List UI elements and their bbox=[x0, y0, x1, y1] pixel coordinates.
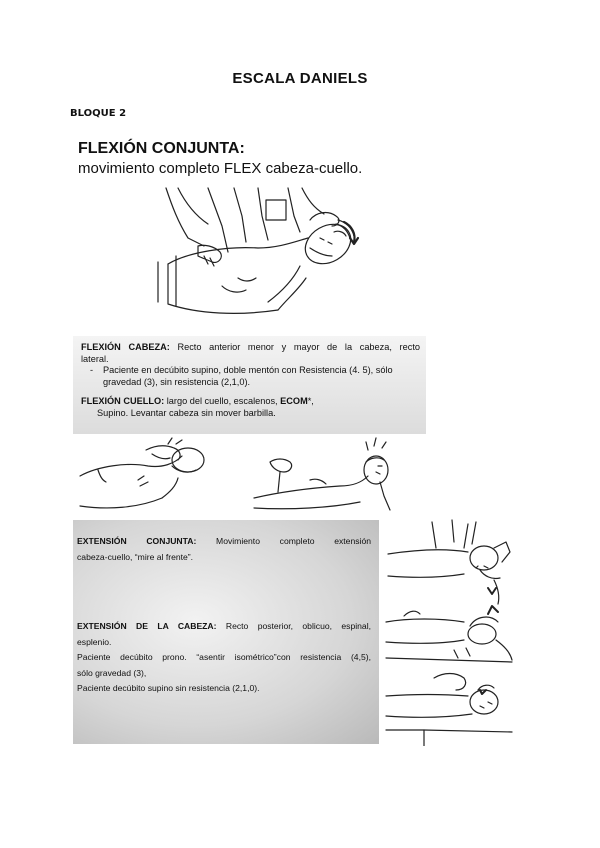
flexion-cuello-label: FLEXIÓN CUELLO: bbox=[81, 396, 165, 406]
bullet-text-1: Paciente en decúbito supino, doble mentón con Resistencia (4. 5), sólo bbox=[103, 365, 393, 375]
flexion-cabeza-bullet bbox=[103, 365, 420, 388]
flexion-cuello-ecom: ECOM bbox=[280, 396, 308, 406]
extension-conjunta-line bbox=[77, 534, 371, 550]
flexion-cuello-line2: Supino. Levantar cabeza sin mover barbilla. bbox=[97, 407, 276, 418]
extension-prono-line2: sólo gravedad (3), bbox=[77, 667, 147, 678]
extension-conjunta-label: EXTENSIÓN CONJUNTA: bbox=[77, 536, 197, 546]
extension-prono-line: Paciente decúbito prono. “asentir isométrico”con resistencia (4,5), bbox=[77, 652, 371, 662]
extension-conjunta-text-cont: cabeza-cuello, “mire al frente”. bbox=[77, 551, 194, 562]
flexion-cabeza-line bbox=[81, 342, 420, 354]
flexion-cabeza-list bbox=[81, 365, 420, 388]
bullet-text-2: gravedad (3), sin resistencia (2,1,0). bbox=[103, 376, 251, 387]
flexion-info-box bbox=[73, 336, 426, 434]
illustration-flexion-cuello-icon bbox=[250, 436, 400, 514]
flexion-cuello-line bbox=[81, 396, 420, 408]
flexion-cabeza-text: Recto anterior menor y mayor de la cabeza, recto bbox=[177, 342, 420, 352]
extension-conjunta-text: Movimiento completo extensión bbox=[216, 536, 372, 546]
flexion-cabeza-text-cont: lateral. bbox=[81, 353, 109, 364]
illustration-flexion-cabeza-icon bbox=[78, 436, 208, 514]
flexion-cuello-ecom-suffix: *, bbox=[307, 396, 314, 406]
extension-info-box bbox=[73, 520, 379, 744]
flexion-cabeza-label: FLEXIÓN CABEZA: bbox=[81, 342, 170, 352]
extension-cabeza-line bbox=[77, 619, 371, 635]
flexion-conjunta-subtitle: movimiento completo FLEX cabeza-cuello. bbox=[78, 160, 363, 177]
illustration-extension-icon bbox=[384, 518, 524, 746]
extension-supino-line: Paciente decúbito supino sin resistencia (2,1,0). bbox=[77, 683, 260, 693]
flexion-cuello-text: largo del cuello, escalenos, bbox=[166, 396, 278, 406]
section-label: BLOQUE 2 bbox=[70, 108, 127, 119]
flexion-conjunta-heading: FLEXIÓN CONJUNTA: bbox=[78, 140, 245, 157]
illustration-flexion-conjunta-icon bbox=[138, 186, 378, 332]
extension-cabeza-text-cont: esplenio. bbox=[77, 636, 112, 647]
extension-cabeza-label: EXTENSIÓN DE LA CABEZA: bbox=[77, 621, 217, 631]
page-title: ESCALA DANIELS bbox=[232, 70, 368, 87]
extension-cabeza-text: Recto posterior, oblicuo, espinal, bbox=[225, 621, 372, 631]
